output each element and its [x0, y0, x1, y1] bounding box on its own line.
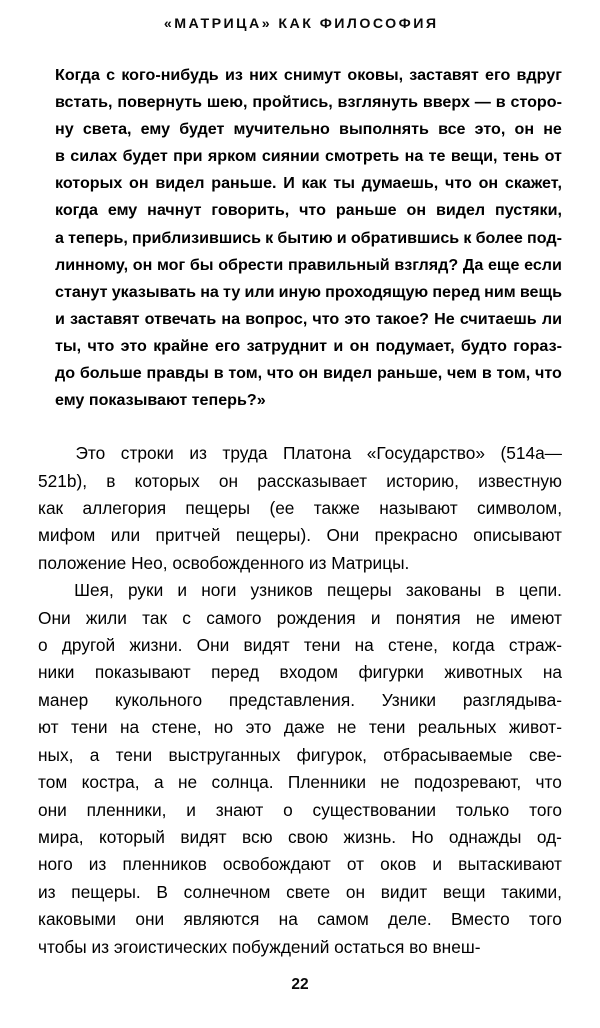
running-head: «МАТРИЦА» КАК ФИЛОСОФИЯ — [163, 16, 439, 32]
page-number: 22 — [291, 976, 309, 993]
text-line: до больше правды в том, что он видел раньше, чем в том, что — [55, 364, 562, 383]
text-line: мифом или притчей пещеры). Они прекрасно описывают — [38, 525, 562, 546]
spacer — [38, 414, 562, 440]
text-line: том костра, а не солнца. Пленники не подозревают, что — [38, 772, 562, 793]
text-line: когда ему начнут говорить, что раньше он видел пустяки, — [55, 201, 562, 220]
text-line: о другой жизни. Они видят тени на стене, когда страж- — [38, 635, 562, 656]
text-line: они пленники, и знают о существовании только того — [38, 799, 562, 820]
text-line: чтобы из эгоистических побуждений остаться во внеш- — [38, 936, 481, 957]
text-column — [38, 62, 562, 961]
text-line: как аллегория пещеры (ее также называют символом, — [38, 498, 562, 519]
text-line: ему показывают теперь?» — [55, 391, 266, 410]
text-line: которых он видел раньше. И как ты думаешь, что он скажет, — [55, 174, 562, 193]
block-quotation — [55, 62, 562, 414]
text-line: в силах будет при ярком сиянии смотреть на те вещи, тень от — [55, 147, 562, 166]
text-line: встать, повернуть шею, пройтись, взглянуть вверх — в сторо- — [55, 93, 562, 112]
body-paragraph-1 — [38, 440, 562, 577]
text-line: ют тени на стене, но это даже не тени реальных живот- — [38, 717, 562, 738]
text-line: станут указывать на ту или иную проходящую перед ним вещь — [55, 282, 562, 301]
text-line: и заставят отвечать на вопрос, что это такое? Не считаешь ли — [55, 309, 562, 328]
text-line: положение Нео, освобожденного из Матрицы. — [38, 552, 410, 573]
text-line: 521b), в которых он рассказывает историю, известную — [38, 470, 562, 491]
text-line: ну света, ему будет мучительно выполнять все это, он не — [55, 120, 562, 139]
text-line: Это строки из труда Платона «Государство» (514а— — [38, 440, 562, 467]
first-line-indent — [38, 577, 60, 604]
text-line: Когда с кого-нибудь из них снимут оковы, заставят его вдруг — [55, 66, 562, 84]
text-line: каковыми они являются на самом деле. Вместо того — [38, 909, 562, 930]
first-line-indent — [38, 440, 60, 467]
text-line: из пещеры. В солнечном свете он видит вещи такими, — [38, 881, 562, 902]
text-line: Шея, руки и ноги узников пещеры закованы в цепи. — [38, 577, 562, 604]
text-line: линному, он мог бы обрести правильный взгляд? Да еще если — [55, 255, 562, 274]
text-line: манер кукольного представления. Узники разглядыва- — [38, 689, 562, 710]
text-line: мира, который видят всю свою жизнь. Но однажды од- — [38, 826, 562, 847]
text-line: ного из пленников освобождают от оков и вытаскивают — [38, 854, 562, 875]
body-paragraph-2 — [38, 577, 562, 961]
text-line: ты, что это крайне его затруднит и он подумает, будто гораз- — [55, 336, 562, 355]
text-line: а теперь, приблизившись к бытию и обратившись к более под- — [55, 228, 562, 247]
text-line: Они жили так с самого рождения и понятия не имеют — [38, 607, 562, 628]
text-line: ники показывают перед входом фигурки животных на — [38, 662, 562, 683]
text-line: ных, а тени выструганных фигурок, отбрасываемые све- — [38, 744, 562, 765]
